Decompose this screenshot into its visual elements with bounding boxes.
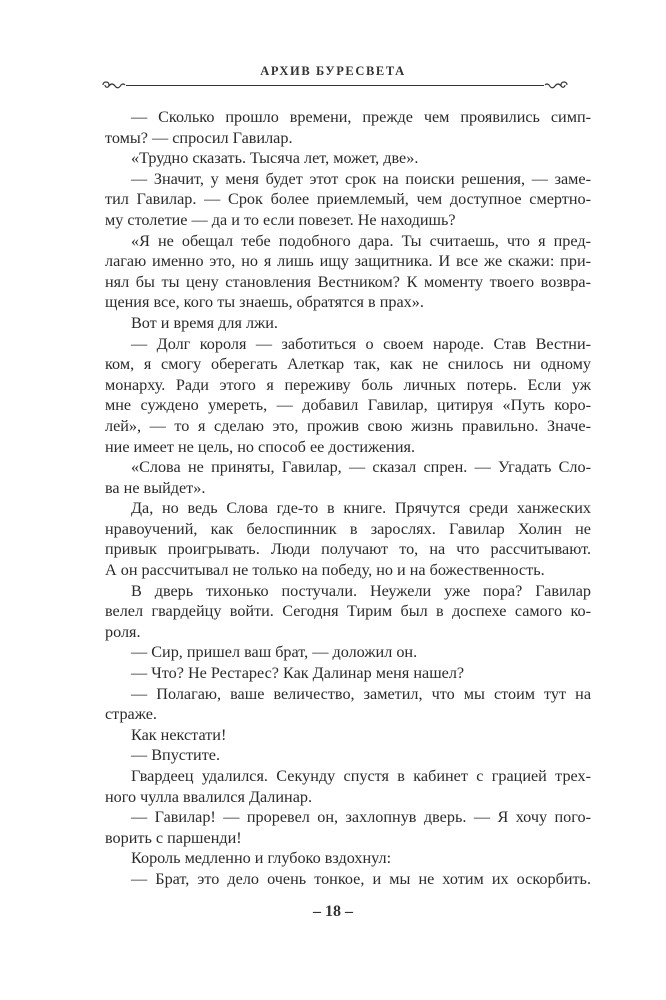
- text-line: «Трудно сказать. Тысяча лет, может, две».: [131, 149, 419, 168]
- text-line: — Что? Не Рестарес? Как Далинар меня нашел?: [131, 664, 465, 683]
- text-line: — Брат, это дело очень тонкое, и мы не хотим их оскорбить.: [131, 869, 591, 888]
- text-line: А он рассчитывал не только на победу, но и на божественность.: [105, 561, 545, 580]
- text-line: нял бы ты цену становления Вестником? К моменту твоего возвра-: [105, 272, 591, 291]
- text-line: тил Гавилар. — Срок более приемлемый, чем доступное смертно-: [105, 190, 591, 209]
- text-line: В дверь тихонько постучали. Неужели уже пора? Гавилар: [131, 581, 591, 600]
- text-line: велел гвардейцу войти. Сегодня Тирим был в доспехе самого ко-: [105, 602, 591, 621]
- text-line: монарху. Ради этого я переживу боль личных потерь. Если уж: [105, 375, 591, 394]
- text-line: нравоучений, как белоспинник в зарослях. Гавилар Холин не: [105, 519, 591, 538]
- text-line: — Сколько прошло времени, прежде чем проявились симп-: [131, 108, 591, 126]
- text-line: ного чулла ввалился Далинар.: [105, 787, 313, 806]
- text-line: Король медленно и глубоко вздохнул:: [131, 849, 392, 868]
- text-line: — Полагаю, ваше величество, заметил, что мы стоим тут на: [131, 684, 591, 703]
- text-line: «Слова не приняты, Гавилар, — сказал спрен. — Угадать Сло-: [131, 458, 591, 477]
- text-line: — Гавилар! — проревел он, захлопнув дверь. — Я хочу пого-: [131, 808, 591, 827]
- text-line: — Впустите.: [131, 746, 221, 765]
- text-line: томы? — спросил Гавилар.: [105, 128, 293, 147]
- running-header: АРХИВ БУРЕСВЕТА: [260, 64, 406, 78]
- text-line: мне суждено умереть, — добавил Гавилар, цитируя «Путь коро-: [105, 396, 591, 415]
- text-line: ва не выйдет».: [105, 478, 206, 497]
- text-line: — Долг короля — заботиться о своем народе. Став Вестни-: [131, 334, 591, 353]
- text-line: — Сир, пришел ваш брат, — доложил он.: [131, 643, 418, 662]
- text-line: ворить с паршенди!: [105, 828, 242, 847]
- text-line: Как некстати!: [131, 725, 227, 744]
- text-line: привык проигрывать. Люди получают то, на что рассчитывают.: [105, 540, 591, 559]
- text-line: роля.: [105, 622, 141, 641]
- text-line: щения все, кого ты знаешь, обратятся в прах».: [105, 293, 424, 312]
- text-line: страже.: [105, 705, 157, 724]
- text-line: Да, но ведь Слова где-то в книге. Прячутся среди ханжеских: [131, 499, 591, 518]
- page-number: – 18 –: [313, 903, 353, 920]
- text-line: Вот и время для лжи.: [131, 313, 278, 332]
- text-line: ком, я смогу оберегать Алеткар так, как не снилось ни одному: [105, 355, 591, 374]
- text-line: лагаю именно это, но я лишь ищу защитника. И все же скажи: при-: [105, 252, 591, 271]
- text-line: лей», — то я сделаю это, прожив свою жизнь правильно. Значе-: [105, 416, 591, 435]
- text-line: ние имеет не цель, но способ ее достижения.: [105, 437, 416, 456]
- header-ornament-rule: [100, 79, 570, 91]
- body-text: [105, 107, 591, 890]
- text-line: Гвардеец удалился. Секунду спустя в кабинет с грацией трех-: [131, 767, 591, 785]
- text-line: «Я не обещал тебе подобного дара. Ты считаешь, что я пред-: [131, 231, 591, 250]
- text-line: му столетие — да и то если повезет. Не находишь?: [105, 210, 456, 229]
- text-line: — Значит, у меня будет этот срок на поиски решения, — заме-: [131, 169, 591, 188]
